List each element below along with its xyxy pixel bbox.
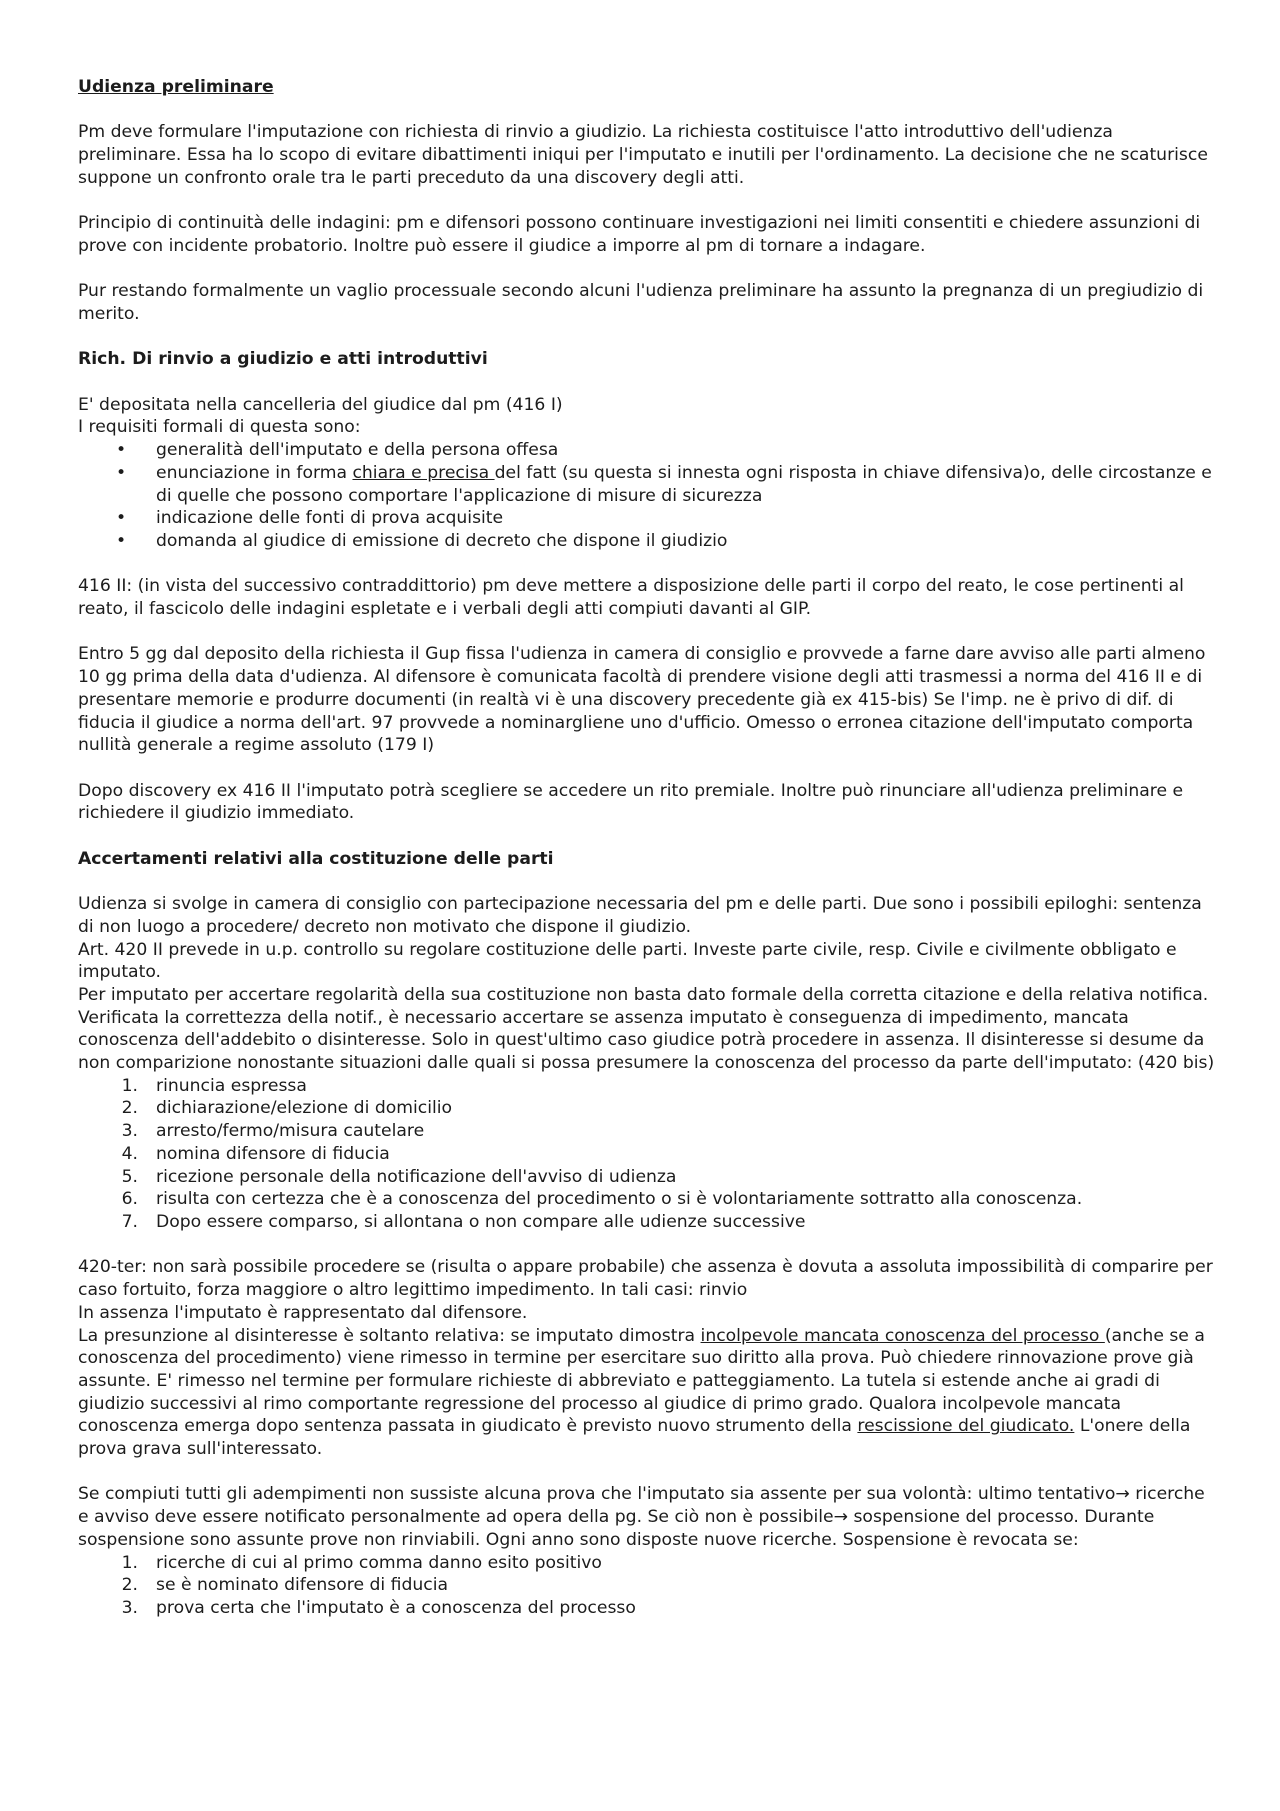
paragraph-text: La presunzione al disinteresse è soltanto relativa: se imputato dimostra	[78, 1325, 701, 1346]
paragraph-rappresentato: In assenza l'imputato è rappresentato dal difensore.	[78, 1302, 528, 1323]
list-item-text: domanda al giudice di emissione di decreto che dispone il giudizio	[156, 530, 728, 551]
paragraph-discovery: Dopo discovery ex 416 II l'imputato potrà scegliere se accedere un rito premiale. Inoltre può rinunciare all'udienza preliminare e richiedere il giudizio immediato.	[78, 780, 1184, 824]
list-item-text: Dopo essere comparso, si allontana o non compare alle udienze successive	[156, 1212, 806, 1232]
list-number: 3.	[121, 1121, 138, 1142]
heading-richiesta: Rich. Di rinvio a giudizio e atti introduttivi	[78, 349, 488, 370]
bullet-mark: •	[116, 440, 127, 461]
list-item	[78, 439, 1220, 462]
list-item-text: risulta con certezza che è a conoscenza del procedimento o si è volontariamente sottratto alla conoscenza.	[156, 1189, 1083, 1210]
list-item-text: se è nominato difensore di fiducia	[156, 1575, 449, 1596]
heading-accertamenti: Accertamenti relativi alla costituzione delle parti	[78, 848, 554, 869]
list-item	[78, 1597, 1220, 1620]
underlined-text: incolpevole mancata conoscenza del processo	[700, 1325, 1105, 1346]
list-item-text: del fatt (su questa si innesta ogni risposta in chiave difensiva)o, delle circostanze e di quelle che possono comportare l'applicazione di misure di sicurezza	[156, 462, 1212, 506]
list-item	[78, 1075, 1220, 1098]
paragraph-416: 416 II: (in vista del successivo contraddittorio) pm deve mettere a disposizione delle parti il corpo del reato, le cose pertinenti al reato, il fascicolo delle indagini espletate e i verbali degli atti compiuti davanti al GIP.	[78, 576, 1184, 620]
list-item	[78, 1143, 1220, 1166]
list-item-text: ricerche di cui al primo comma danno esito positivo	[156, 1552, 602, 1573]
list-item-text: enunciazione in forma	[156, 462, 353, 483]
paragraph-sospensione: Se compiuti tutti gli adempimenti non sussiste alcuna prova che l'imputato sia assente per sua volontà: ultimo tentativo→ ricerche e avviso deve essere notificato personalmente ad opera della pg. Se ciò non è possibile→ sospensione del processo. Durante sospensione sono assunte prove non rinviabili. Ogni anno sono disposte nuove ricerche. Sospensione è revocata se:	[78, 1484, 1205, 1550]
paragraph-assenza: Verificata la correttezza della notif., è necessario accertare se assenza imputato è conseguenza di impedimento, mancata conoscenza dell'addebito o disinteresse. Solo in quest'ultimo caso giudice potrà procedere in assenza. Il disinteresse si desume da non comparizione nonostante situazioni dalle quali si possa presumere la conoscenza del processo da parte dell'imputato: (420 bis)	[78, 1007, 1215, 1074]
bullet-mark: •	[116, 530, 127, 551]
list-number: 3.	[121, 1597, 138, 1618]
list-item-text: dichiarazione/elezione di domicilio	[156, 1098, 453, 1119]
paragraph-text: (anche se a conoscenza del procedimento) viene rimesso in termine per esercitare suo diritto alla prova. Può chiedere rinnovazione prove già assunte. E' rimesso nel termine per formulare richieste di abbreviato e patteggiamento. La tutela si estende anche ai gradi di giudizio successivi al rimo comportante regressione del processo al giudice di primo grado. Qualora incolpevole mancata conoscenza emerga dopo sentenza passata in giudicato è previsto nuovo strumento della	[78, 1325, 1205, 1437]
list-item	[78, 1574, 1220, 1597]
list-number: 2.	[121, 1098, 138, 1119]
list-item-text: generalità dell'imputato e della persona offesa	[156, 440, 559, 461]
list-number: 1.	[121, 1552, 138, 1573]
list-item-text: arresto/fermo/misura cautelare	[156, 1121, 425, 1142]
list-number: 5.	[121, 1166, 138, 1187]
list-item	[78, 1211, 1220, 1234]
revocation-list	[78, 1552, 1220, 1620]
paragraph-continuity: Principio di continuità delle indagini: pm e difensori possono continuare investigazioni nei limiti consentiti e chiedere assunzioni di prove con incidente probatorio. Inoltre può essere il giudice a imporre al pm di tornare a indagare.	[78, 213, 1201, 256]
paragraph-deposit: E' depositata nella cancelleria del giudice dal pm (416 I)	[78, 394, 563, 415]
list-item	[78, 507, 1220, 530]
section-title: Udienza preliminare	[78, 77, 274, 97]
paragraph-regolarita: Per imputato per accertare regolarità della sua costituzione non basta dato formale della corretta citazione e della relativa notifica.	[78, 984, 1209, 1005]
list-number: 4.	[121, 1143, 138, 1164]
requirements-list	[78, 439, 1220, 553]
list-item	[78, 530, 1220, 553]
underlined-text: chiara e precisa	[352, 462, 495, 483]
list-number: 6.	[121, 1189, 138, 1210]
paragraph-intro: Pm deve formulare l'imputazione con richiesta di rinvio a giudizio. La richiesta costituisce l'atto introduttivo dell'udienza preliminare. Essa ha lo scopo di evitare dibattimenti iniqui per l'imputato e inutili per l'ordinamento. La decisione che ne scaturisce suppone un confronto orale tra le parti preceduto da una discovery degli atti.	[78, 122, 1208, 188]
list-item	[78, 1166, 1220, 1189]
list-item-text: prova certa che l'imputato è a conoscenza del processo	[156, 1597, 636, 1618]
list-number: 2.	[121, 1575, 138, 1596]
list-item	[78, 462, 1220, 507]
paragraph-text: L'onere della prova grava sull'interessato.	[78, 1416, 1191, 1460]
list-item-text: ricezione personale della notificazione dell'avviso di udienza	[156, 1166, 677, 1187]
paragraph-420-ter: 420-ter: non sarà possibile procedere se (risulta o appare probabile) che assenza è dovuta a assoluta impossibilità di comparire per caso fortuito, forza maggiore o altro legittimo impedimento. In tali casi: rinvio	[78, 1257, 1213, 1301]
list-item-text: indicazione delle fonti di prova acquisite	[156, 508, 504, 529]
list-number: 1.	[121, 1075, 138, 1096]
underlined-text: rescissione del giudicato.	[857, 1416, 1075, 1437]
list-number: 7.	[121, 1212, 138, 1232]
paragraph-presunzione	[78, 1325, 1220, 1461]
list-item-text: rinuncia espressa	[156, 1075, 307, 1096]
conditions-list	[78, 1075, 1220, 1234]
list-item	[78, 1188, 1220, 1211]
paragraph-420: Art. 420 II prevede in u.p. controllo su regolare costituzione delle parti. Investe parte civile, resp. Civile e civilmente obbligato e imputato.	[78, 939, 1177, 983]
list-item	[78, 1120, 1220, 1143]
paragraph-camera: Udienza si svolge in camera di consiglio con partecipazione necessaria del pm e delle parti. Due sono i possibili epiloghi: sentenza di non luogo a procedere/ decreto non motivato che dispone il giudizio.	[78, 894, 1202, 937]
list-item	[78, 1552, 1220, 1575]
paragraph-gup: Entro 5 gg dal deposito della richiesta il Gup fissa l'udienza in camera di consiglio e provvede a farne dare avviso alle parti almeno 10 gg prima della data d'udienza. Al difensore è comunicata facoltà di prendere visione degli atti trasmessi a norma del 416 II e di presentare memorie e produrre documenti (in realtà vi è una discovery precedente già ex 415-bis) Se l'imp. ne è privo di dif. di fiducia il giudice a norma dell'art. 97 provvede a nominargliene uno d'ufficio. Omesso o erronea citazione dell'imputato comporta nullità generale a regime assoluto (179 I)	[78, 644, 1206, 756]
bullet-mark: •	[116, 462, 127, 483]
bullet-mark: •	[116, 508, 127, 529]
list-item	[78, 1097, 1220, 1120]
paragraph-merit: Pur restando formalmente un vaglio processuale secondo alcuni l'udienza preliminare ha assunto la pregnanza di un pregiudizio di merito.	[78, 281, 1204, 324]
list-item-text: nomina difensore di fiducia	[156, 1143, 390, 1164]
paragraph-requirements-intro: I requisiti formali di questa sono:	[78, 417, 361, 438]
